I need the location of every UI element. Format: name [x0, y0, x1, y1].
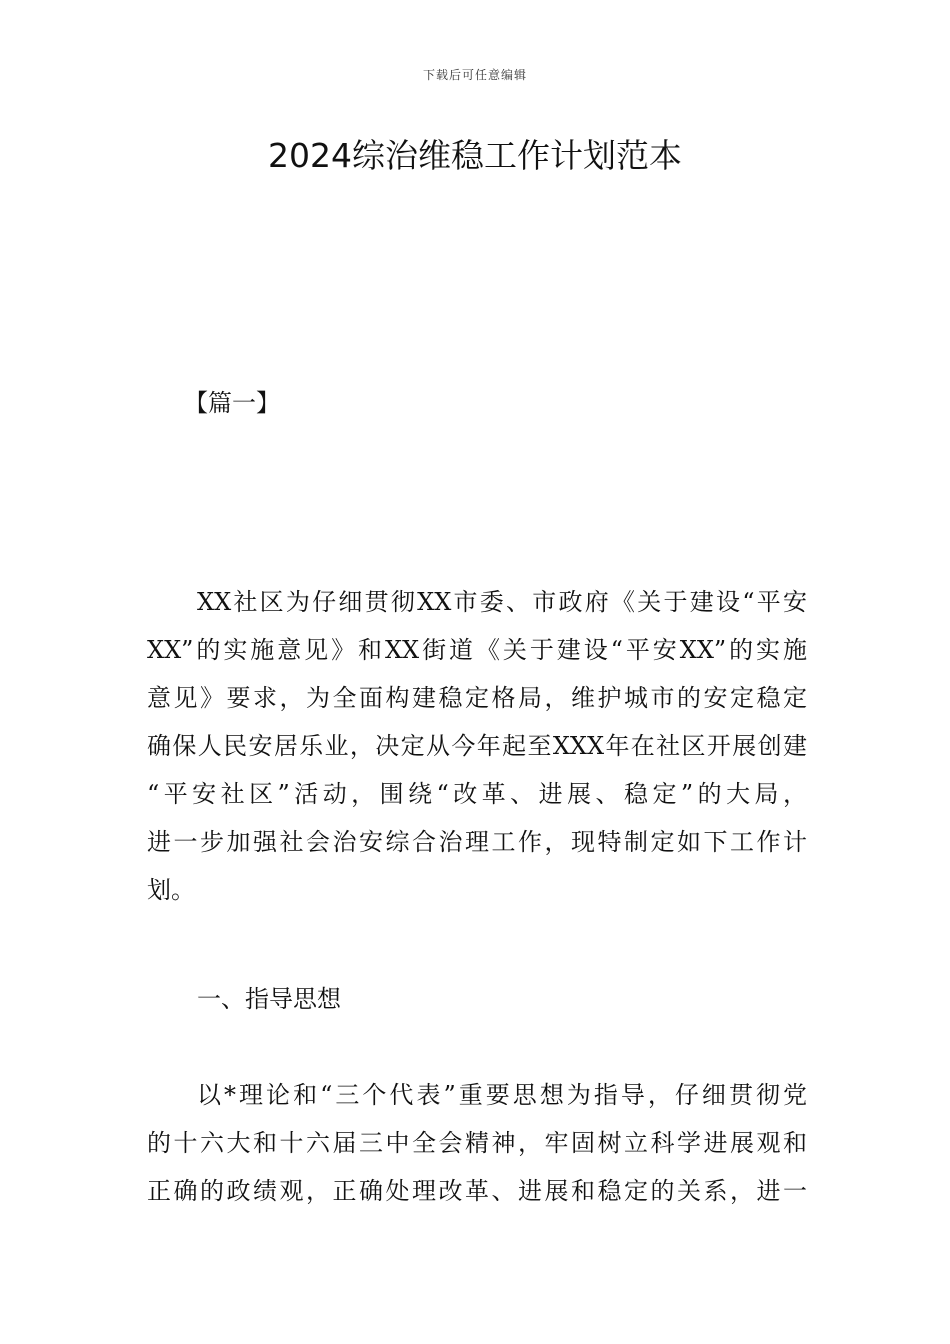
paragraph-line: XX社区为仔细贯彻XX市委、市政府《关于建设“平安	[197, 588, 807, 616]
paragraph-line: 正确的政绩观，正确处理改革、进展和稳定的关系，进一	[147, 1177, 807, 1205]
paragraph-line: 进一步加强社会治安综合治理工作，现特制定如下工作计	[147, 828, 807, 856]
paragraph-line: 划。	[147, 876, 195, 904]
document-title: 2024综治维稳工作计划范本	[268, 136, 682, 175]
paragraph-line: XX”的实施意见》和XX街道《关于建设“平安XX”的实施	[147, 636, 807, 664]
section-heading-guiding-thought: 一、指导思想	[197, 985, 341, 1013]
paragraph-line: 意见》要求，为全面构建稳定格局，维护城市的安定稳定	[147, 684, 807, 712]
section-label: 【篇一】	[184, 389, 280, 417]
paragraph-guiding-thought	[147, 1071, 807, 1215]
paragraph-line: 确保人民安居乐业，决定从今年起至XXX年在社区开展创建	[147, 732, 807, 760]
header-note: 下载后可任意编辑	[422, 68, 527, 82]
paragraph-line: “平安社区”活动，围绕“改革、进展、稳定”的大局，	[147, 780, 807, 808]
paragraph-intro	[147, 578, 807, 914]
paragraph-line: 以*理论和“三个代表”重要思想为指导，仔细贯彻党	[197, 1081, 807, 1109]
paragraph-line: 的十六大和十六届三中全会精神，牢固树立科学进展观和	[147, 1129, 807, 1157]
